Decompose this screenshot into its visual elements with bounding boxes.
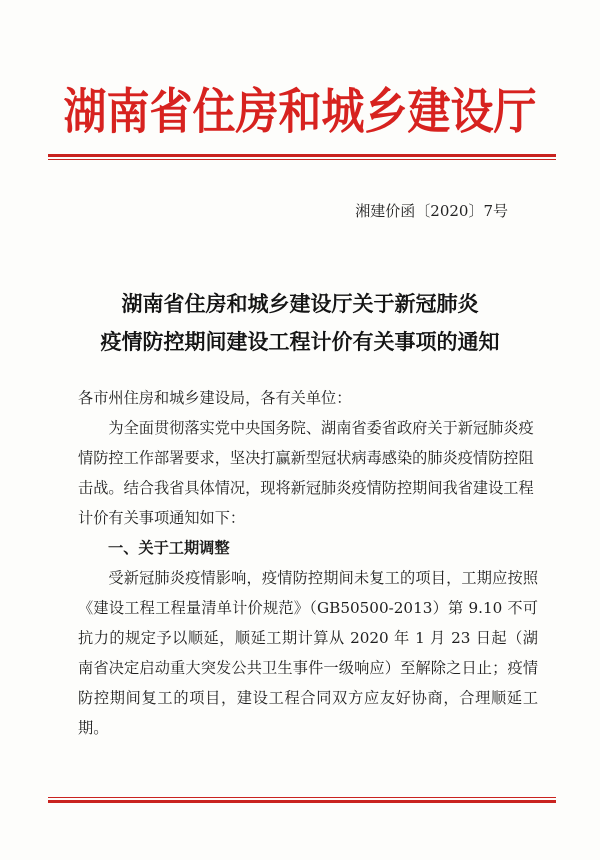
letterhead-rule-thin [48, 159, 556, 160]
salutation: 各市州住房和城乡建设局，各有关单位： [78, 389, 352, 407]
letterhead-rule-thick [48, 154, 556, 157]
letterhead-org-name: 湖南省住房和城乡建设厅 [63, 84, 537, 141]
section-body-work-period: 受新冠肺炎疫情影响，疫情防控期间未复工的项目，工期应按照《建设工程工程量清单计价规范》（GB50500-2013）第 9.10 不可抗力的规定予以顺延，顺延工期计算从 2020 年 1 月 23 日起（湖南省决定启动重大突发公共卫生事件一级响应）至解除之日止；疫情防控期间复工的项目，建设工程合同双方应友好协商，合理顺延工期。 [78, 569, 538, 737]
document-title-line1: 湖南省住房和城乡建设厅关于新冠肺炎 [121, 292, 479, 316]
section-heading-work-period: 一、关于工期调整 [108, 539, 230, 557]
footer-rule-thick [48, 800, 556, 803]
footer-rule-thin [48, 797, 556, 798]
intro-paragraph: 为全面贯彻落实党中央国务院、湖南省委省政府关于新冠肺炎疫情防控工作部署要求，坚决打赢新型冠状病毒感染的肺炎疫情防控阻击战。结合我省具体情况，现将新冠肺炎疫情防控期间我省建设工程计价有关事项通知如下： [78, 419, 534, 527]
document-number: 湘建价函〔2020〕7号 [355, 202, 508, 220]
document-title-line2: 疫情防控期间建设工程计价有关事项的通知 [100, 330, 500, 354]
